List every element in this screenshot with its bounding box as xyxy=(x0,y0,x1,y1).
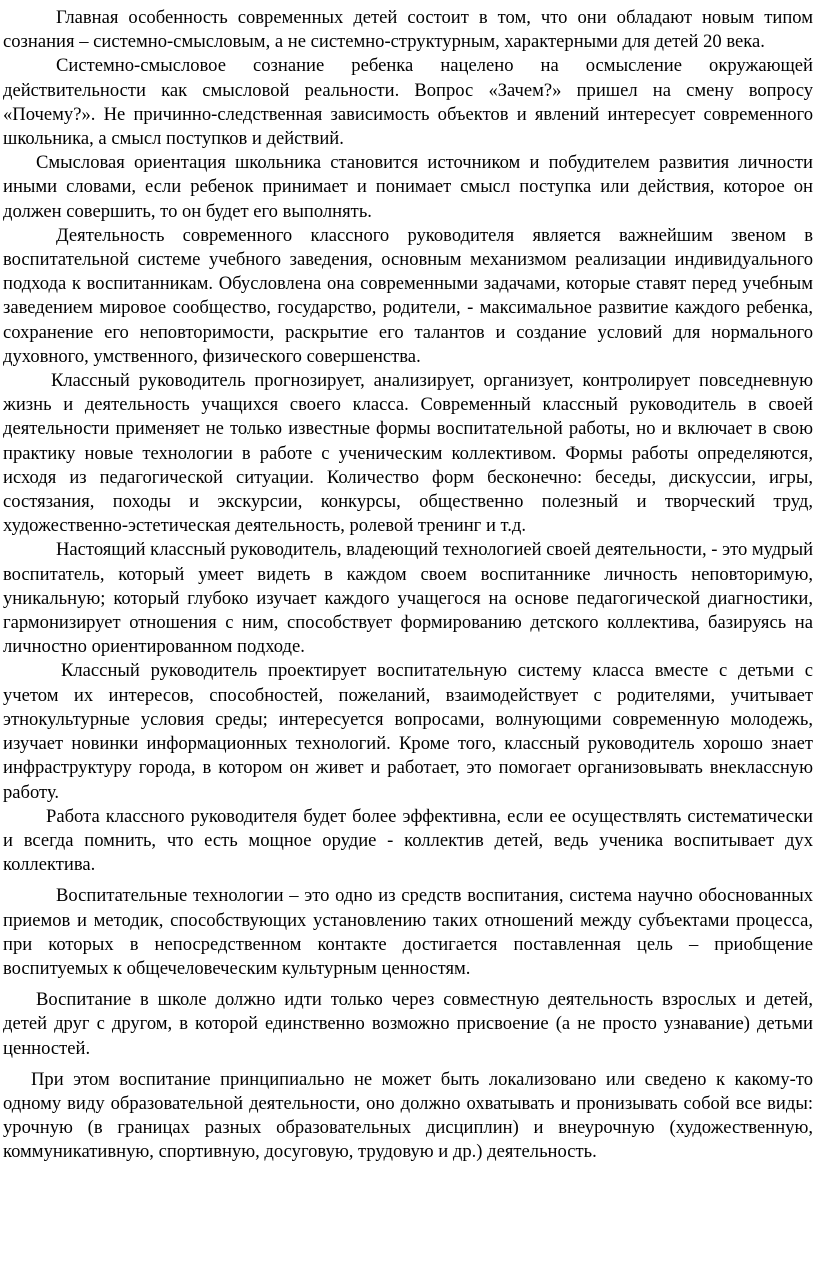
paragraph: Работа классного руководителя будет более эффективна, если ее осуществлять систематически и всегда помнить, что есть мощное орудие - коллектив детей, ведь ученика воспитывает дух коллектива. xyxy=(3,805,813,876)
paragraph: Классный руководитель прогнозирует, анализирует, организует, контролирует повседневную жизнь и деятельность учащихся своего класса. Современный классный руководитель в своей деятельности применяет не только известные формы воспитательной работы, но и включает в свою практику новые технологии в работе с ученическим коллективом. Формы работы определяются, исходя из педагогической ситуации. Количество форм бесконечно: беседы, дискуссии, игры, состязания, походы и экскурсии, конкурсы, общественно полезный и творческий труд, художественно-эстетическая деятельность, ролевой тренинг и т.д. xyxy=(3,370,813,537)
paragraph: Главная особенность современных детей состоит в том, что они обладают новым типом сознания – системно-смысловым, а не системно-структурным, характерными для детей 20 века. xyxy=(3,7,813,53)
paragraph: Системно-смысловое сознание ребенка нацелено на осмысление окружающей действительности как смысловой реальности. Вопрос «Зачем?» пришел на смену вопросу «Почему?». Не причинно-следственная зависимость объектов и явлений интересует современного школьника, а смысл поступков и действий. xyxy=(3,55,813,150)
paragraph: Деятельность современного классного руководителя является важнейшим звеном в воспитательной системе учебного заведения, основным механизмом реализации индивидуального подхода к воспитанникам. Обусловлена она современными задачами, которые ставят перед учебным заведением мировое сообщество, государство, родители, - максимальное развитие каждого ребенка, сохранение его неповторимости, раскрытие его талантов и создание условий для нормального духовного, умственного, физического совершенства. xyxy=(3,224,813,367)
paragraph: Воспитание в школе должно идти только через совместную деятельность взрослых и детей, детей друг с другом, в которой единственно возможно присвоение (а не просто узнавание) детьми ценностей. xyxy=(3,989,813,1059)
paragraph: При этом воспитание принципиально не может быть локализовано или сведено к какому-то одному виду образовательной деятельности, оно должно охватывать и пронизывать собой все виды: урочную (в границах разных образовательных дисциплин) и внеурочную (художественную, коммуникативную, спортивную, досуговую, трудовую и др.) деятельность. xyxy=(3,1068,813,1163)
paragraph: Смысловая ориентация школьника становится источником и побудителем развития личности иными словами, если ребенок принимает и понимает смысл поступка или действия, которое он должен совершить, то он будет его выполнять. xyxy=(3,152,813,222)
paragraph: Классный руководитель проектирует воспитательную систему класса вместе с детьми с учетом их интересов, способностей, пожеланий, взаимодействует с родителями, учитывает этнокультурные условия среды; интересуется вопросами, волнующими современную молодежь, изучает новинки информационных технологий. Кроме того, классный руководитель хорошо знает инфраструктуру города, в котором он живет и работает, это помогает организовывать внеклассную работу. xyxy=(3,660,813,803)
paragraph: Воспитательные технологии – это одно из средств воспитания, система научно обоснованных приемов и методик, способствующих установлению таких отношений между субъектами процесса, при которых в непосредственном контакте достигается поставленная цель – приобщение воспитуемых к общечеловеческим культурным ценностям. xyxy=(3,885,813,979)
paragraph: Настоящий классный руководитель, владеющий технологией своей деятельности, - это мудрый воспитатель, который умеет видеть в каждом своем воспитаннике личность неповторимую, уникальную; который глубоко изучает каждого учащегося на основе педагогической диагностики, гармонизирует отношения с ним, способствует формированию детского коллектива, базируясь на личностно ориентированном подходе. xyxy=(3,539,814,658)
